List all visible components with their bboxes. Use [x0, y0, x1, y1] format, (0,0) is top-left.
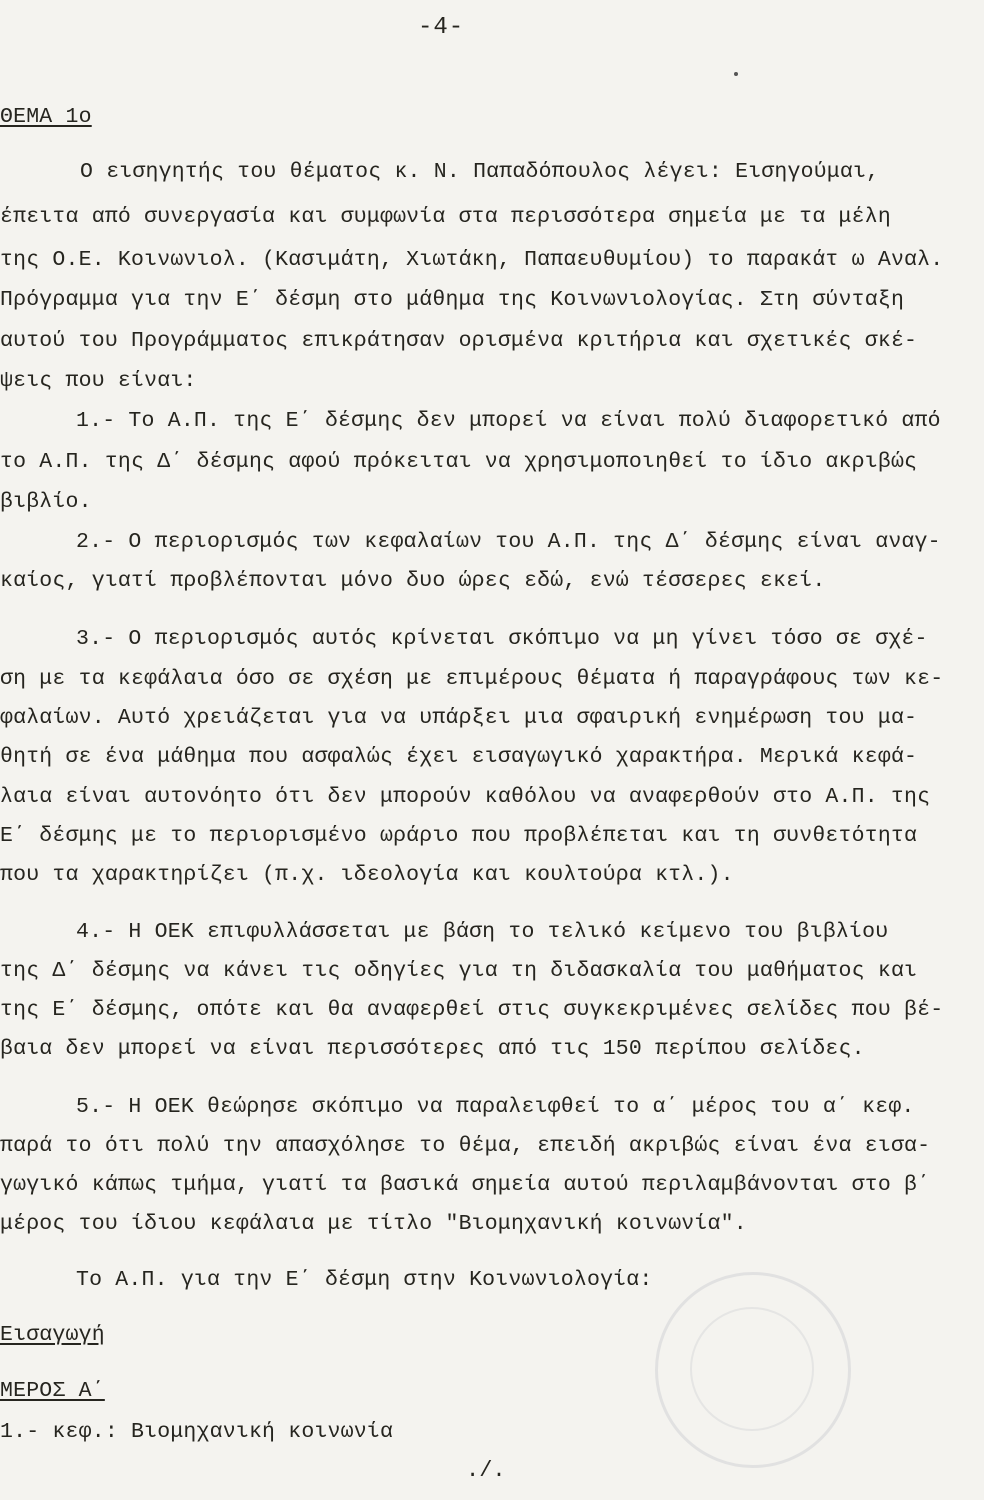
text-line: ΜΕΡΟΣ Α΄ [0, 1379, 105, 1403]
text-line: παρά το ότι πολύ την απασχόλησε το θέμα, επειδή ακριβώς είναι ένα εισα- [0, 1134, 931, 1158]
text-line: Εισαγωγή [0, 1323, 105, 1347]
text-line: 1.- Το Α.Π. της Ε΄ δέσμης δεν μπορεί να είναι πολύ διαφορετικό από [76, 409, 941, 433]
text-line: θητή σε ένα μάθημα που ασφαλώς έχει εισαγωγικό χαρακτήρα. Μερικά κεφά- [0, 745, 918, 769]
text-line: ση με τα κεφάλαια όσο σε σχέση με επιμέρους θέματα ή παραγράφους των κε- [0, 667, 944, 691]
text-line: ψεις που είναι: [0, 369, 197, 393]
text-line: της Δ΄ δέσμης να κάνει τις οδηγίες για τη διδασκαλία του μαθήματος και [0, 959, 918, 983]
text-line: λαια είναι αυτονόητο ότι δεν μπορούν καθόλου να αναφερθούν στο Α.Π. της [0, 785, 931, 809]
text-line: βαια δεν μπορεί να είναι περισσότερες από τις 150 περίπου σελίδες. [0, 1037, 865, 1061]
page-number: -4- [418, 14, 465, 41]
seal-inner-ring [690, 1307, 814, 1431]
text-line: Πρόγραμμα για την Ε΄ δέσμη στο μάθημα της Κοινωνιολογίας. Στη σύνταξη [0, 288, 905, 312]
text-line: έπειτα από συνεργασία και συμφωνία στα περισσότερα σημεία με τα μέλη [0, 205, 891, 229]
text-line: Το Α.Π. για την Ε΄ δέσμη στην Κοινωνιολογία: [76, 1268, 653, 1292]
text-line: 3.- Ο περιορισμός αυτός κρίνεται σκόπιμο να μη γίνει τόσο σε σχέ- [76, 627, 928, 651]
text-line: αυτού του Προγράμματος επικράτησαν ορισμένα κριτήρια και σχετικές σκέ- [0, 329, 918, 353]
text-line: φαλαίων. Αυτό χρειάζεται για να υπάρξει μια σφαιρική ενημέρωση του μα- [0, 706, 918, 730]
text-line: γωγικό κάπως τμήμα, γιατί τα βασικά σημεία αυτού περιλαμβάνονται στο β΄ [0, 1173, 931, 1197]
ink-dot [734, 72, 738, 76]
text-line: 5.- Η ΟΕΚ θεώρησε σκόπιμο να παραλειφθεί το α΄ μέρος του α΄ κεφ. [76, 1095, 915, 1119]
text-line: 2.- Ο περιορισμός των κεφαλαίων του Α.Π. της Δ΄ δέσμης είναι αναγ- [76, 530, 941, 554]
text-line: το Α.Π. της Δ΄ δέσμης αφού πρόκειται να χρησιμοποιηθεί το ίδιο ακριβώς [0, 450, 918, 474]
text-line: της Ο.Ε. Κοινωνιολ. (Κασιμάτη, Χιωτάκη, Παπαευθυμίου) το παρακάτ ω Αναλ. [0, 248, 944, 272]
text-line: 1.- κεφ.: Βιομηχανική κοινωνία [0, 1420, 394, 1444]
continuation-mark: ./. [466, 1458, 506, 1483]
text-line: ΘΕΜΑ 1ο [0, 105, 92, 129]
text-line: βιβλίο. [0, 490, 92, 514]
text-line: Ε΄ δέσμης με το περιορισμένο ωράριο που προβλέπεται και τη συνθετότητα [0, 824, 918, 848]
text-line: Ο εισηγητής του θέματος κ. Ν. Παπαδόπουλος λέγει: Εισηγούμαι, [80, 160, 880, 184]
text-line: καίος, γιατί προβλέπονται μόνο δυο ώρες εδώ, ενώ τέσσερες εκεί. [0, 569, 826, 593]
text-line: μέρος του ίδιου κεφάλαια με τίτλο "Βιομηχανική κοινωνία". [0, 1212, 747, 1236]
text-line: που τα χαρακτηρίζει (π.χ. ιδεολογία και κουλτούρα κτλ.). [0, 863, 734, 887]
text-line: της Ε΄ δέσμης, οπότε και θα αναφερθεί στις συγκεκριμένες σελίδες που βέ- [0, 998, 944, 1022]
faded-seal-stamp [655, 1272, 851, 1468]
text-line: 4.- Η ΟΕΚ επιφυλλάσσεται με βάση το τελικό κείμενο του βιβλίου [76, 920, 889, 944]
